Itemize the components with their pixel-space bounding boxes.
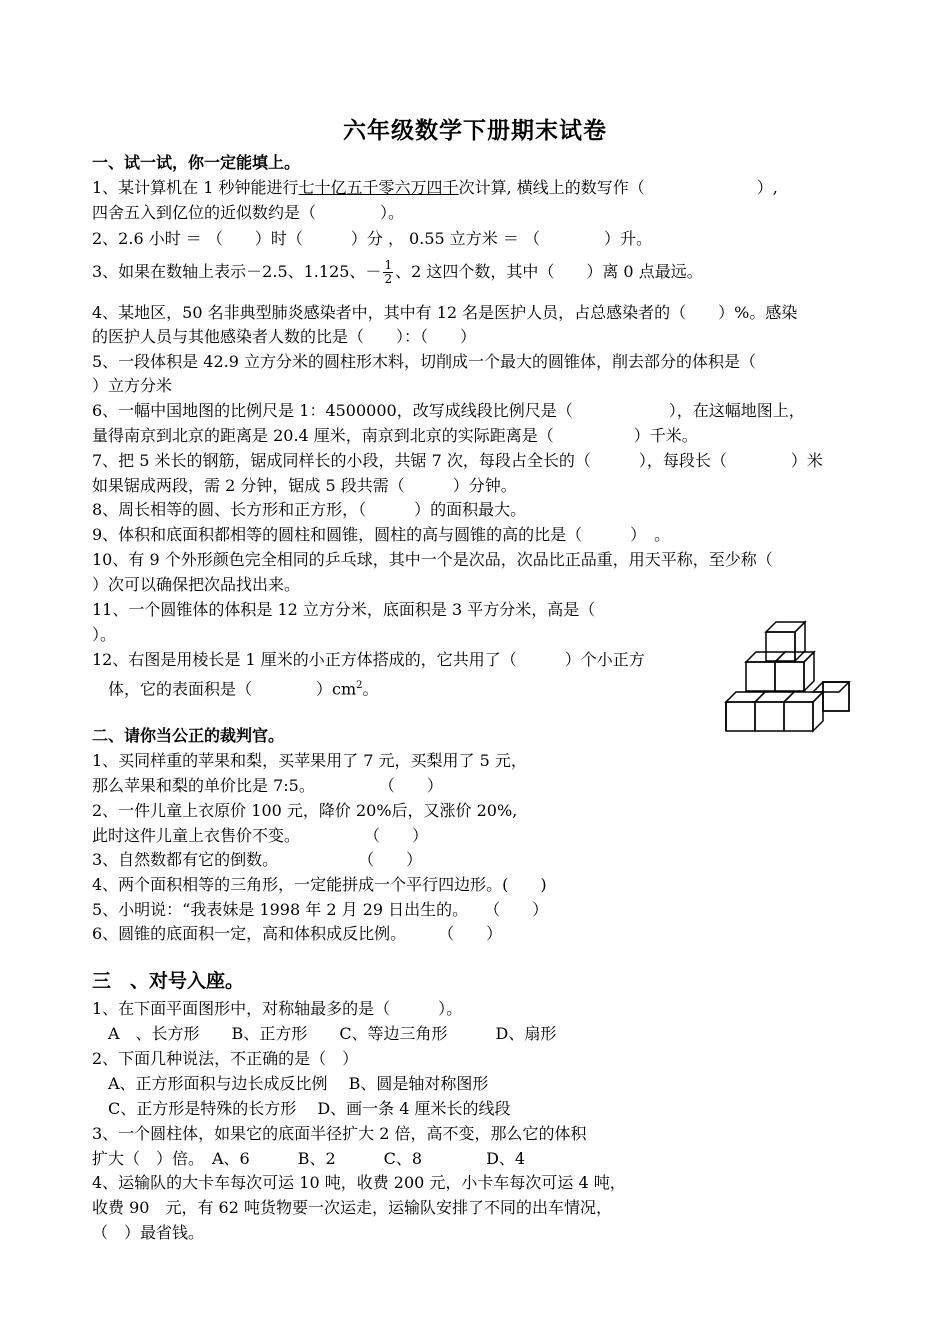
choice-2-options-ab: A、正方形面积与边长成反比例 B、圆是轴对称图形 xyxy=(92,1074,489,1093)
choice-4-line1: 4、运输队的大卡车每次可运 10 吨，收费 200 元，小卡车每次可运 4 吨， xyxy=(92,1173,626,1192)
judge-3: 3、自然数都有它的倒数。 （ ） xyxy=(92,850,423,869)
question-4-line2: 的医护人员与其他感染者人数的比是（ ）：（ ） xyxy=(92,327,477,346)
q1-underlined-number: 七十亿五千零六万四千 xyxy=(298,178,459,197)
choice-3-line1: 3、一个圆柱体，如果它的底面半径扩大 2 倍，高不变，那么它的体积 xyxy=(92,1124,587,1143)
q12-exponent: 2 xyxy=(356,680,363,691)
section1-heading: 一、试一试，你一定能填上。 xyxy=(92,153,301,172)
question-9: 9、体积和底面积都相等的圆柱和圆锥，圆柱的高与圆锥的高的比是（ ） 。 xyxy=(92,525,671,544)
judge-5: 5、小明说：“我表妹是 1998 年 2 月 29 日出生的。 （ ） xyxy=(92,900,549,919)
question-1-line1 xyxy=(92,177,778,199)
fraction-one-half xyxy=(383,259,393,286)
judge-4: 4、两个面积相等的三角形，一定能拼成一个平行四边形。( ) xyxy=(92,875,547,894)
choice-2: 2、下面几种说法，不正确的是（ ） xyxy=(92,1049,359,1068)
fraction-denominator: 2 xyxy=(384,272,393,286)
judge-2-line2: 此时这件儿童上衣售价不变。 （ ） xyxy=(92,826,429,845)
question-6-line1: 6、一幅中国地图的比例尺是 1：4500000，改写成线段比例尺是（ ），在这幅地图上， xyxy=(92,401,805,420)
choice-4-line2: 收费 90 元，有 62 吨货物要一次运走，运输队安排了不同的出车情况， xyxy=(92,1198,612,1217)
section2-heading: 二、请你当公正的裁判官。 xyxy=(92,726,285,745)
section3-heading: 三 、对号入座。 xyxy=(92,970,245,992)
question-7-line2: 如果锯成两段，需 2 分钟，锯成 5 段共需（ ）分钟。 xyxy=(92,476,517,495)
question-1-line2: 四舍五入到亿位的近似数约是（ ）。 xyxy=(92,203,405,222)
choice-2-options-cd: C、正方形是特殊的长方形 D、画一条 4 厘米长的线段 xyxy=(92,1099,511,1118)
question-10-line2: ）次可以确保把次品找出来。 xyxy=(92,575,301,594)
q12-text-post: 。 xyxy=(362,679,379,699)
judge-2-line1: 2、一件儿童上衣原价 100 元，降价 20%后，又涨价 20%, xyxy=(92,801,518,820)
question-10-line1: 10、有 9 个外形颜色完全相同的乒乓球，其中一个是次品，次品比正品重，用天平称，至少称（ xyxy=(92,550,773,569)
question-5-line1: 5、一段体积是 42.9 立方分米的圆柱形木料，切削成一个最大的圆锥体，削去部分的体积是（ xyxy=(92,352,756,371)
q12-text-pre: 体，它的表面积是（ ）cm xyxy=(108,679,357,699)
question-6-line2: 量得南京到北京的距离是 20.4 厘米，南京到北京的实际距离是（ ）千米。 xyxy=(92,426,698,445)
choice-1: 1、在下面平面图形中，对称轴最多的是（ ）。 xyxy=(92,999,463,1018)
question-4-line1: 4、某地区，50 名非典型肺炎感染者中，其中有 12 名是医护人员，占总感染者的（ ）%。感染 xyxy=(92,303,798,322)
judge-1-line1: 1、买同样重的苹果和梨，买苹果用了 7 元，买梨用了 5 元， xyxy=(92,751,527,770)
page-title: 六年级数学下册期末试卷 xyxy=(343,117,607,144)
q1-text-post: 次计算, 横线上的数写作（ ）, xyxy=(458,178,778,197)
choice-4-line3: （ ）最省钱。 xyxy=(92,1223,205,1242)
choice-1-options: A 、长方形 B、正方形 C、等边三角形 D、扇形 xyxy=(92,1024,557,1043)
choice-3-line2: 扩大（ ）倍。 A、6 B、2 C、8 D、4 xyxy=(92,1149,526,1168)
question-7-line1: 7、把 5 米长的钢筋，锯成同样长的小段，共锯 7 次，每段占全长的（ ），每段长（ ）米 xyxy=(92,451,823,470)
question-11-line1: 11、一个圆锥体的体积是 12 立方分米，底面积是 3 平方分米，高是（ xyxy=(92,600,596,619)
question-11-line2: ）。 xyxy=(92,625,117,644)
question-5-line2: ）立方分米 xyxy=(92,376,173,395)
question-12-line1: 12、右图是用棱长是 1 厘米的小正方体搭成的，它共用了（ ）个小正方 xyxy=(92,650,645,669)
judge-6: 6、圆锥的底面积一定，高和体积成反比例。 （ ） xyxy=(92,924,503,943)
question-2: 2、2.6 小时 ＝ （ ）时（ ）分 ， 0.55 立方米 ＝ （ ）升。 xyxy=(92,229,652,248)
q3-text-pre: 3、如果在数轴上表示－2.5、1.125、－ xyxy=(92,262,382,281)
question-12-line2 xyxy=(108,675,379,700)
q1-text-pre: 1、某计算机在 1 秒钟能进行 xyxy=(92,178,299,197)
question-8: 8、周长相等的圆、长方形和正方形，（ ）的面积最大。 xyxy=(92,500,527,519)
fraction-numerator: 1 xyxy=(384,258,393,272)
judge-1-line2: 那么苹果和梨的单价比是 7:5。 （ ） xyxy=(92,776,443,795)
question-3 xyxy=(92,259,703,286)
q3-text-post: 、2 这四个数，其中（ ）离 0 点最远。 xyxy=(395,262,703,281)
cube-stack-figure xyxy=(724,616,854,734)
